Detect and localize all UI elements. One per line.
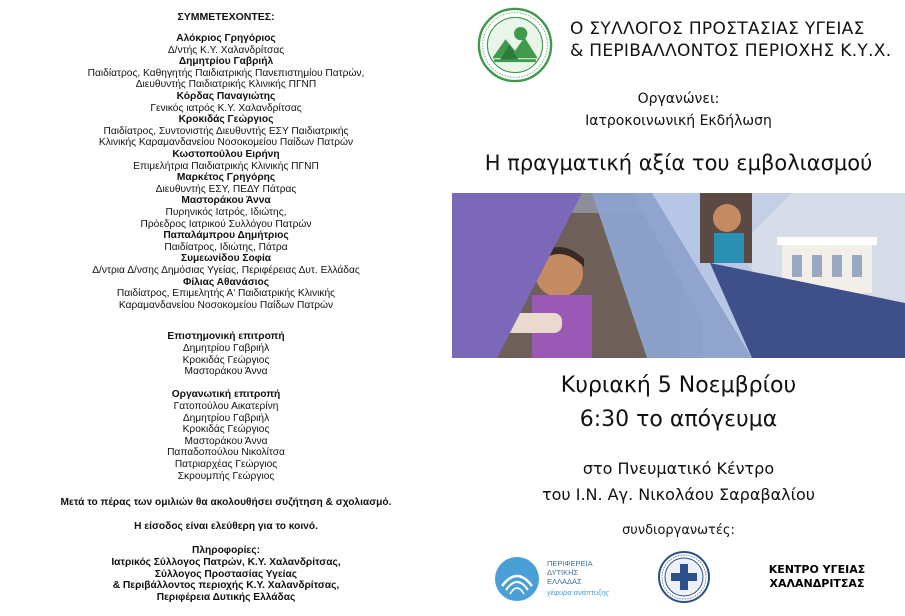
info-line: Ιατρικός Σύλλογος Πατρών, Κ.Υ. Χαλανδρίτσας, — [111, 557, 341, 568]
region-name-line2: ΔΥΤΙΚΗΣ — [547, 568, 579, 577]
health-center-logo — [752, 563, 882, 591]
right-panel — [452, 0, 905, 616]
participant-title: Πυρηνικός Ιατρός, Ιδιώτης, — [165, 207, 287, 218]
co-organizers-label: συνδιοργανωτές: — [622, 523, 735, 538]
association-logo-icon — [477, 7, 553, 83]
participants-title: ΣΥΜΜΕΤΕΧΟΝΤΕΣ: — [177, 11, 275, 23]
region-slogan: γέφυρα ανάπτυξης — [547, 588, 610, 597]
region-emblem-icon — [494, 556, 540, 602]
event-time: 6:30 το απόγευμα — [579, 407, 778, 432]
organizing-committee-title: Οργανωτική επιτροπή — [171, 389, 281, 400]
entry-note: Η είσοδος είναι ελεύθερη για το κοινό. — [134, 521, 318, 532]
organizing-committee-member: Δημητρίου Γαβριήλ — [182, 412, 270, 424]
organization-name — [570, 18, 891, 62]
info-line: Σύλλογος Προστασίας Υγείας — [154, 568, 298, 580]
scientific-committee-member: Δημητρίου Γαβριήλ — [182, 343, 270, 354]
participant-name: Φίλιας Αθανάσιος — [182, 276, 270, 288]
participant-title: Δ/ντρια Δ/νσης Δημόσιας Υγείας, Περιφέρειας Δυτ. Ελλάδας — [92, 265, 360, 276]
participant-name: Αλόκριος Γρηγόριος — [176, 33, 276, 44]
participant-title: Παιδίατρος, Επιμελητής Α' Παιδιατρικής Κλινικής — [116, 288, 336, 300]
participant-title: Επιμελήτρια Παιδιατρικής Κλινικής ΠΓΝΠ — [133, 160, 319, 172]
organizes-label: Οργανώνει: — [637, 91, 720, 107]
participant-title: Δ/ντής Κ.Υ. Χαλανδρίτσας — [167, 44, 285, 56]
participant-name: Μαρκέτος Γρηγόρης — [176, 172, 276, 184]
organizing-committee-member: Μαστοράκου Άννα — [184, 435, 268, 447]
participant-title: Κλινικής Καραμανδανείου Νοσοκομείου Παίδων Πατρών — [98, 137, 354, 149]
organizing-committee-member: Σκρουμπής Γεώργιος — [177, 470, 275, 482]
organizing-committee-member: Παπαδοπούλου Νικολίτσα — [167, 447, 285, 459]
info-line: & Περιβάλλοντος περιοχής Κ.Υ. Χαλανδρίτσας, — [112, 580, 340, 592]
region-name-line1: ΠΕΡΙΦΕΡΕΙΑ — [547, 559, 593, 568]
region-name-line3: ΕΛΛΑΔΑΣ — [547, 577, 582, 586]
venue-line1: στο Πνευματικό Κέντρο — [582, 459, 775, 478]
event-title: Η πραγματική αξία του εμβολιασμού — [484, 151, 873, 175]
health-center-line1: ΚΕΝΤΡΟ ΥΓΕΙΑΣ — [768, 563, 866, 576]
organization-name-line2: & ΠΕΡΙΒΑΛΛΟΝΤΟΣ ΠΕΡΙΟΧΗΣ Κ.Υ.Χ. — [570, 41, 892, 61]
participant-title: Παιδίατρος, Καθηγητής Παιδιατρικής Πανεπιστημίου Πατρών, — [87, 67, 365, 79]
scientific-committee-member: Κροκιδάς Γεώργιος — [182, 354, 270, 366]
participant-name: Συμεωνίδου Σοφία — [180, 253, 272, 265]
event-date: Κυριακή 5 Νοεμβρίου — [560, 373, 797, 398]
participant-name: Δημητρίου Γαβριήλ — [178, 56, 274, 68]
organizing-committee-member: Γατοπούλου Αικατερίνη — [173, 401, 279, 412]
event-type: Ιατροκοινωνική Εκδήλωση — [585, 113, 772, 129]
participant-title: Καραμανδανείου Νοσοκομείου Παίδων Πατρών — [118, 299, 334, 311]
participant-name: Μαστοράκου Άννα — [181, 195, 271, 207]
participant-name: Κωστοπούλου Ειρήνη — [172, 149, 280, 160]
left-panel — [0, 0, 452, 616]
region-logo — [494, 553, 624, 603]
banner-image — [452, 193, 905, 358]
organization-name-line1: Ο ΣΥΛΛΟΓΟΣ ΠΡΟΣΤΑΣΙΑΣ ΥΓΕΙΑΣ — [570, 19, 865, 39]
participant-name: Κόρδας Παναγιώτης — [176, 91, 276, 102]
participant-title: Διευθυντής ΕΣΥ, ΠΕΔΥ Πάτρας — [155, 183, 297, 195]
organizing-committee-member: Πατριαρχέας Γεώργιος — [174, 459, 278, 470]
venue-line2: του Ι.Ν. Αγ. Νικολάου Σαραβαλίου — [541, 485, 816, 504]
medical-association-seal-icon — [657, 550, 711, 604]
participant-title: Γενικός ιατρός Κ.Υ. Χαλανδρίτσας — [150, 102, 302, 114]
participant-name: Παπαλάμπρου Δημήτριος — [163, 230, 289, 242]
participant-title: Πρόεδρος Ιατρικού Συλλόγου Πατρών — [140, 218, 312, 230]
participant-name: Κροκιδάς Γεώργιος — [178, 114, 274, 126]
participant-title: Διευθυντής Παιδιατρικής Κλινικής ΠΓΝΠ — [135, 79, 317, 91]
scientific-committee-member: Μαστοράκου Άννα — [184, 366, 268, 378]
health-center-line2: ΧΑΛΑΝΔΡΙΤΣΑΣ — [769, 577, 865, 590]
participant-title: Παιδίατρος, Ιδιώτης, Πάτρα — [164, 241, 288, 253]
info-line: Περιφέρεια Δυτικής Ελλάδας — [156, 591, 296, 603]
discussion-note: Μετά το πέρας των ομιλιών θα ακολουθήσει συζήτηση & σχολιασμό. — [60, 497, 392, 508]
participant-title: Παιδίατρος, Συντονιστής Διευθυντής ΕΣΥ Παιδιατρικής — [103, 125, 349, 137]
organizing-committee-member: Κροκιδάς Γεώργιος — [182, 424, 270, 436]
info-title: Πληροφορίες: — [192, 545, 260, 556]
scientific-committee-title: Επιστημονική επιτροπή — [167, 331, 285, 342]
